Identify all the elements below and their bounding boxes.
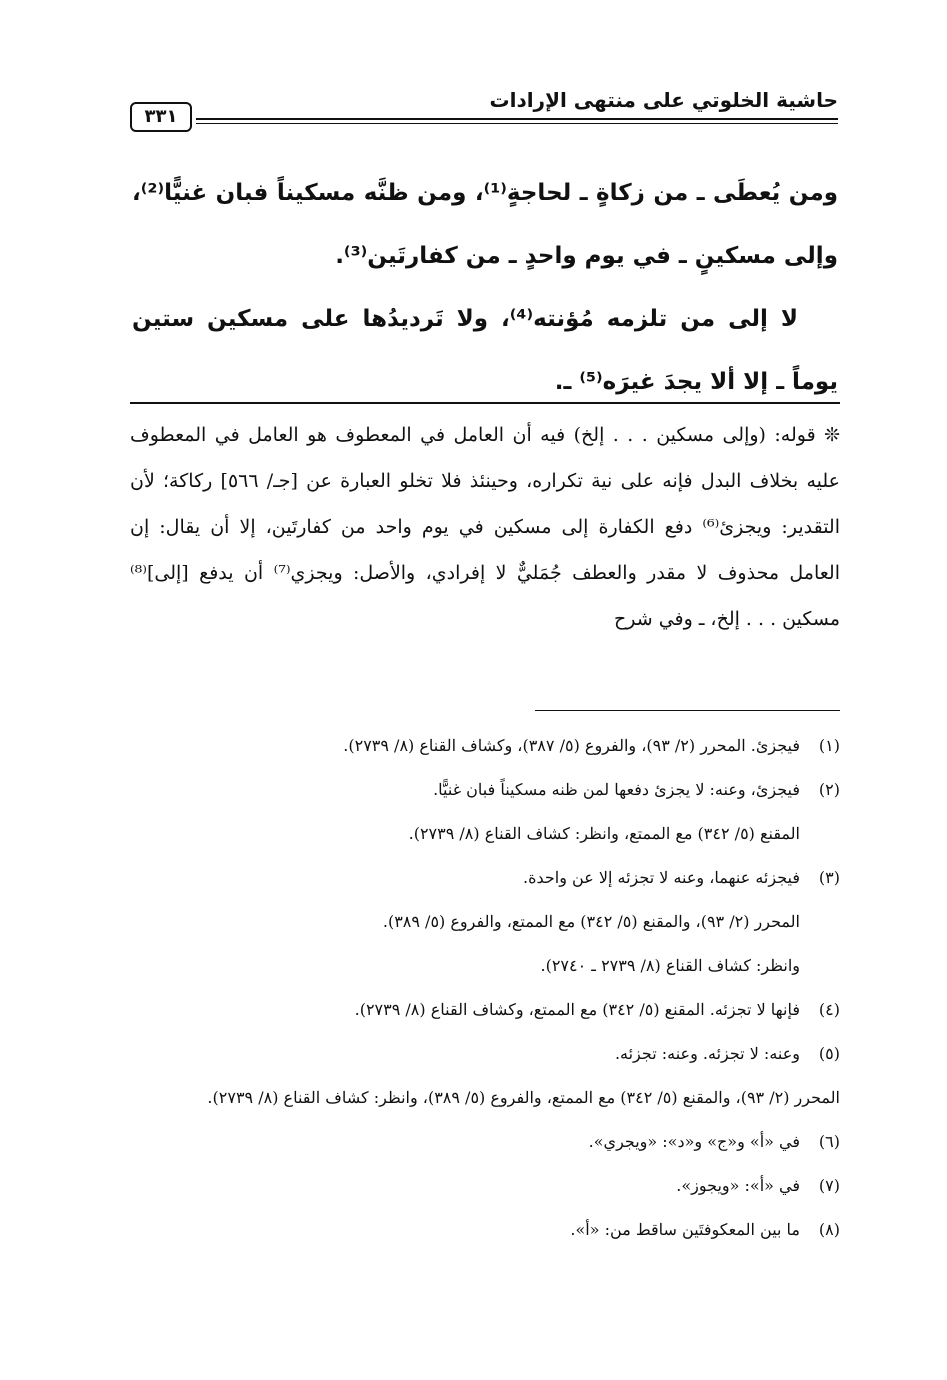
footnote-8 xyxy=(130,1208,840,1252)
footnote-line: فيجزئ. المحرر (٢/ ٩٣)، والفروع (٥/ ٣٨٧)، وكشاف القناع (٨/ ٢٧٣٩). xyxy=(343,736,800,755)
footnote-1 xyxy=(130,724,840,768)
footnote-5 xyxy=(130,1032,840,1076)
header-rule xyxy=(196,118,838,124)
footnote-number: (٧) xyxy=(818,1176,840,1195)
commentary-paragraph: ❊ قوله: (وإلى مسكين . . . إلخ) فيه أن العامل في المعطوف هو العامل في المعطوف عليه بخلاف البدل فإنه على نية تكراره، وحينئذ فلا تخلو العبارة عن [جـ/ ٥٦٦] ركاكة؛ لأن التقدير: ويجزئ⁽⁶⁾ دفع الكفارة إلى مسكين في يوم واحد من كفارتَين، إلا أن يقال: إن العامل محذوف لا مقدر والعطف جُمَليٌّ لا إفرادي، والأصل: ويجزي⁽⁷⁾ أن يدفع [إلى]⁽⁸⁾ مسكين . . . إلخ، ـ وفي شرح xyxy=(130,424,840,630)
footnote-number: (٣) xyxy=(818,868,840,887)
footnote-3 xyxy=(130,856,840,988)
footnote-6 xyxy=(130,1120,840,1164)
footnote-number: (٤) xyxy=(818,1000,840,1019)
footnote-number: (١) xyxy=(818,736,840,755)
footnotes xyxy=(130,724,840,1252)
section-divider xyxy=(130,402,840,404)
footnote-line: وانظر: كشاف القناع (٨/ ٢٧٣٩ ـ ٢٧٤٠). xyxy=(540,956,800,975)
footnote-number: (٨) xyxy=(818,1220,840,1239)
footnote-4 xyxy=(130,988,840,1032)
footnote-7 xyxy=(130,1164,840,1208)
footnote-line: المحرر (٢/ ٩٣)، والمقنع (٥/ ٣٤٢) مع الممتع، والفروع (٥/ ٣٨٩). xyxy=(382,912,800,931)
footnote-divider xyxy=(535,710,840,711)
footnote-number: (٦) xyxy=(818,1132,840,1151)
footnote-line: المحرر (٢/ ٩٣)، والمقنع (٥/ ٣٤٢) مع الممتع، والفروع (٥/ ٣٨٩)، وانظر: كشاف القناع (٨/ ٢٧٣٩). xyxy=(207,1088,840,1107)
running-header xyxy=(130,88,838,136)
footnote-line: في «أ»: «ويجوز». xyxy=(676,1176,800,1195)
main-paragraph-2: لا إلى من تلزمه مُؤنته⁽⁴⁾، ولا تَرديدُها على مسكين ستين يوماً ـ إلا ألا يجدَ غيرَه⁽⁵⁾ ـ. xyxy=(132,306,838,395)
commentary xyxy=(130,412,840,642)
footnote-line: فإنها لا تجزئه. المقنع (٥/ ٣٤٢) مع الممتع، وكشاف القناع (٨/ ٢٧٣٩). xyxy=(354,1000,800,1019)
footnote-2 xyxy=(130,768,840,856)
footnote-line: فيجزئ، وعنه: لا يجزئ دفعها لمن ظنه مسكيناً فبان غنيًّا. xyxy=(433,780,800,799)
footnote-number: (٢) xyxy=(818,780,840,799)
footnote-line: المقنع (٥/ ٣٤٢) مع الممتع، وانظر: كشاف القناع (٨/ ٢٧٣٩). xyxy=(408,824,800,843)
footnote-line: وعنه: لا تجزئه. وعنه: تجزئه. xyxy=(614,1044,800,1063)
footnote-line: ما بين المعكوفتَين ساقط من: «أ». xyxy=(570,1220,800,1239)
footnote-line: فيجزئه عنهما، وعنه لا تجزئه إلا عن واحدة. xyxy=(523,868,800,887)
book-title: حاشية الخلوتي على منتهى الإرادات xyxy=(489,88,838,112)
page-number: ٣٣١ xyxy=(130,102,192,132)
footnote-5-continued xyxy=(130,1076,840,1120)
main-text xyxy=(132,162,838,414)
footnote-line: في «أ» و«ج» و«د»: «ويجري». xyxy=(588,1132,800,1151)
main-paragraph-1: ومن يُعطَى ـ من زكاةٍ ـ لحاجةٍ⁽¹⁾، ومن ظنَّه مسكيناً فبان غنيًّا⁽²⁾، وإلى مسكينٍ ـ في يوم واحدٍ ـ من كفارتَين⁽³⁾. xyxy=(132,180,838,269)
footnote-number: (٥) xyxy=(818,1044,840,1063)
